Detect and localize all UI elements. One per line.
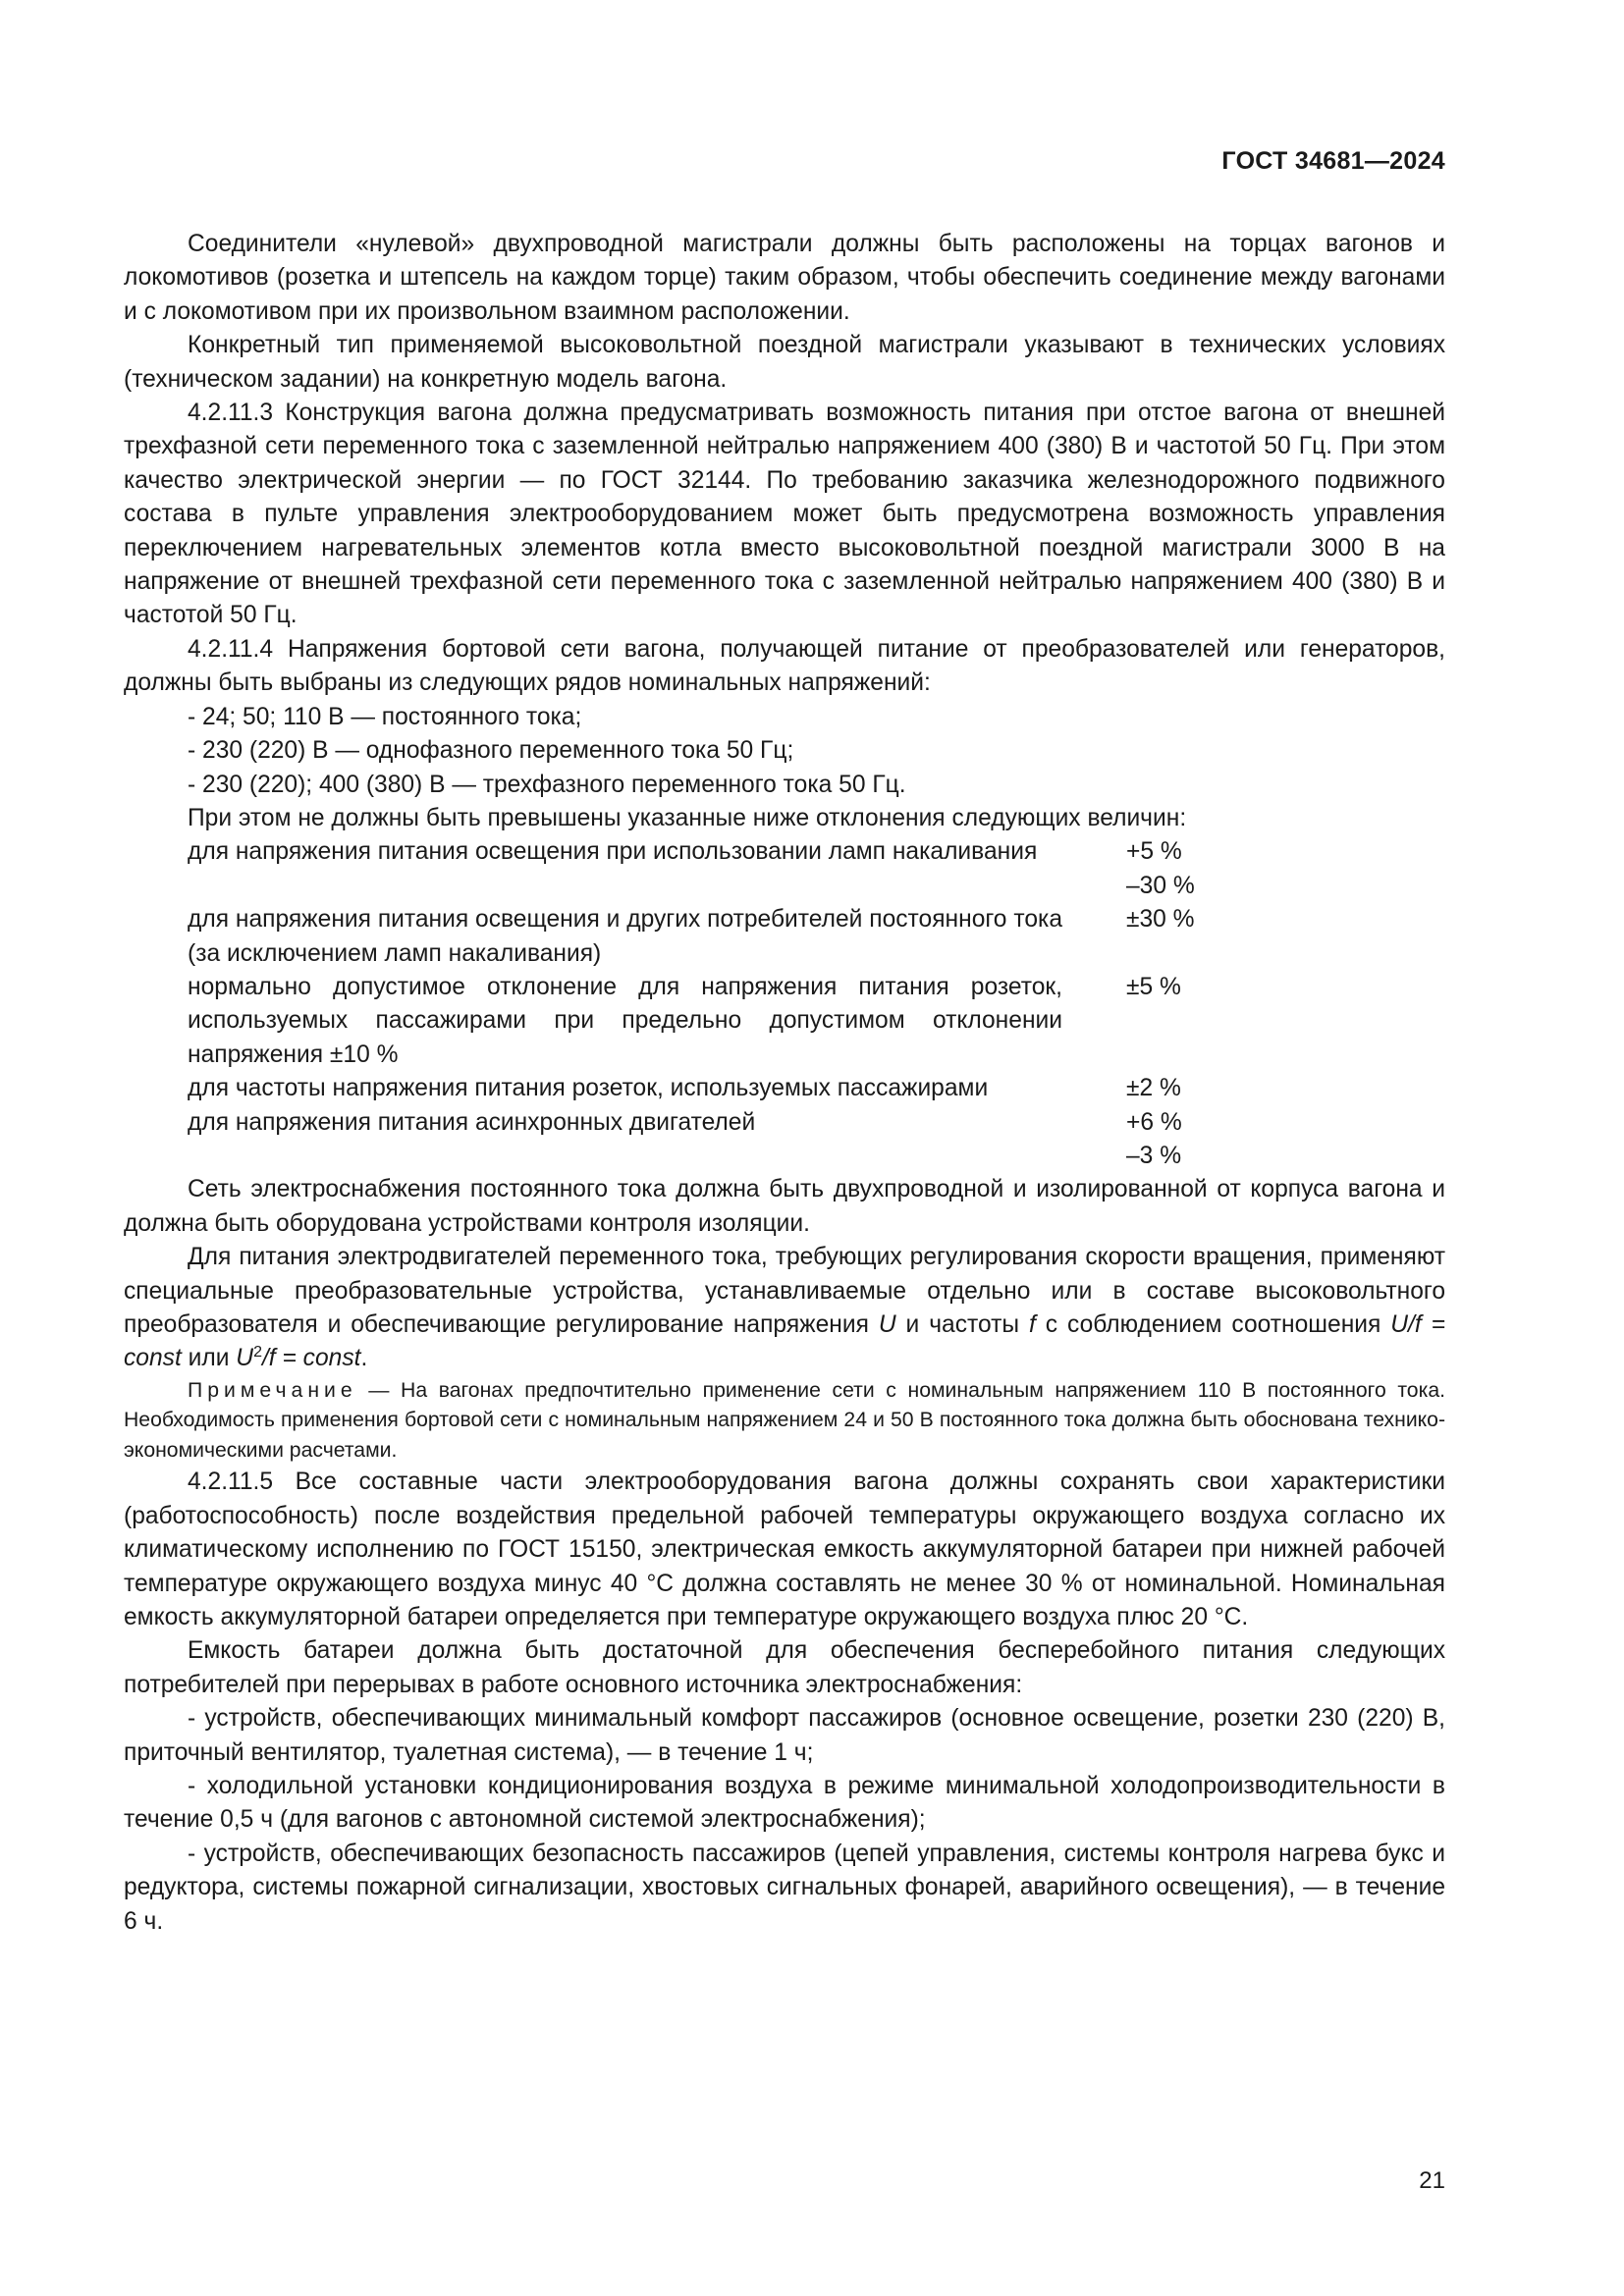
deviation-label: для частоты напряжения питания розеток, используемых пассажирами [188, 1075, 989, 1102]
motor-text: или [181, 1345, 237, 1372]
page-number: 21 [1419, 2167, 1445, 2194]
deviation-value [1126, 1106, 1244, 1174]
ratio-formula-2-base: U [236, 1345, 254, 1372]
document-page [124, 0, 1445, 2296]
paragraph-motor-control [124, 1241, 1445, 1376]
deviation-value-upper: ±5 % [1126, 973, 1181, 1000]
deviation-row [188, 1072, 1445, 1105]
deviation-label: нормально допустимое отклонение для напряжения питания розеток, используемых пассажирами при предельно допустимом отклонении напряжения ±10 % [188, 973, 1062, 1068]
motor-text: . [360, 1345, 368, 1372]
note [124, 1376, 1445, 1467]
ratio-formula-2-rest: /f = const [261, 1345, 361, 1372]
deviation-row [188, 1106, 1445, 1174]
deviation-value [1126, 835, 1244, 903]
variable-u: U [878, 1311, 896, 1338]
deviation-value-lower: –30 % [1126, 872, 1195, 899]
voltage-list-item: - 230 (220) В — однофазного переменного тока 50 Гц; [188, 737, 794, 765]
deviation-label: для напряжения питания освещения и других потребителей постоянного тока (за исключением ламп накаливания) [188, 906, 1062, 967]
deviation-label: для напряжения питания освещения при использовании ламп накаливания [188, 838, 1038, 866]
paragraph-clause-4-2-11-5: 4.2.11.5 Все составные части электрооборудования вагона должны сохранять свои характеристики (работоспособность) после воздействия предельной рабочей температуры окружающего воздуха согласно их климатическому исполнению по ГОСТ 15150, электрическая емкость аккумуляторной батареи при нижней рабочей температуре окружающего воздуха минус 40 °С должна составлять не менее 30 % от номинальной. Номинальная емкость аккумуляторной батареи определяется при температуре окружающего воздуха плюс 20 °С. [124, 1468, 1445, 1630]
ratio-formula-1: U/f = const [124, 1311, 1446, 1372]
deviation-value [1126, 1072, 1244, 1105]
deviation-value-upper: ±30 % [1126, 906, 1195, 934]
deviation-label: для напряжения питания асинхронных двигателей [188, 1108, 756, 1136]
motor-text: Для питания электродвигателей переменного тока, требующих регулирования скорости вращения, применяют специальные преобразовательные устройства, устанавливаемые отдельно или в составе высоковольтного преобразователя и обеспечивающие регулирование напряжения [124, 1244, 1445, 1338]
document-header: ГОСТ 34681—2024 [1221, 147, 1445, 175]
deviation-row [188, 835, 1445, 903]
deviation-value [1126, 903, 1244, 971]
deviation-value [1126, 971, 1244, 1072]
note-text: — На вагонах предпочтительно применение сети с номинальным напряжением 110 В постоянного тока. Необходимость применения бортовой сети с номинальным напряжением 24 и 50 В постоянного тока должна быть обоснована технико-экономическими расчетами. [124, 1378, 1445, 1462]
paragraph-dc-network: Сеть электроснабжения постоянного тока должна быть двухпроводной и изолированной от корпуса вагона и должна быть оборудована устройствами контроля изоляции. [124, 1176, 1445, 1237]
document-body [124, 228, 1445, 1939]
deviation-row [188, 971, 1445, 1072]
paragraph-clause-4-2-11-3: 4.2.11.3 Конструкция вагона должна предусматривать возможность питания при отстое вагона от внешней трехфазной сети переменного тока с заземленной нейтралью напряжением 400 (380) В и частотой 50 Гц. При этом качество электрической энергии — по ГОСТ 32144. По требованию заказчика железнодорожного подвижного состава в пульте управления электрооборудованием может быть предусмотрена возможность управления переключением нагревательных элементов котла вместо высоковольтной поездной магистрали 3000 В на напряжение от внешней трехфазной сети переменного тока с заземленной нейтралью напряжением 400 (380) В и частотой 50 Гц. [124, 400, 1445, 629]
battery-list-item: - устройств, обеспечивающих минимальный комфорт пассажиров (основное освещение, розетки 230 (220) В, приточный вентилятор, туалетная система), — в течение 1 ч; [124, 1705, 1445, 1766]
variable-f: f [1029, 1311, 1036, 1338]
motor-text: с соблюдением соотношения [1035, 1311, 1391, 1338]
paragraph-connectors: Соединители «нулевой» двухпроводной магистрали должны быть расположены на торцах вагонов и локомотивов (розетка и штепсель на каждом торце) таким образом, чтобы обеспечить соединение между вагонами и с локомотивом при их произвольном взаимном расположении. [124, 231, 1445, 325]
battery-list-item: - холодильной установки кондиционирования воздуха в режиме минимальной холодопроизводительности в течение 0,5 ч (для вагонов с автономной системой электроснабжения); [124, 1772, 1445, 1834]
deviation-value-lower: –3 % [1126, 1142, 1182, 1169]
voltage-list-item: - 24; 50; 110 В — постоянного тока; [188, 703, 582, 730]
ratio-formula-2-exponent: 2 [253, 1344, 262, 1362]
deviation-value-upper: +5 % [1126, 838, 1182, 866]
note-label: Примечание [188, 1378, 357, 1402]
voltage-list-item: - 230 (220); 400 (380) В — трехфазного переменного тока 50 Гц. [188, 771, 906, 798]
deviation-value-upper: +6 % [1126, 1108, 1182, 1136]
paragraph-trunk-type: Конкретный тип применяемой высоковольтной поездной магистрали указывают в технических условиях (техническом задании) на конкретную модель вагона. [124, 332, 1445, 393]
deviation-row [188, 903, 1445, 971]
paragraph-clause-4-2-11-4: 4.2.11.4 Напряжения бортовой сети вагона, получающей питание от преобразователей или генераторов, должны быть выбраны из следующих рядов номинальных напряжений: [124, 635, 1445, 697]
paragraph-battery-capacity: Емкость батареи должна быть достаточной для обеспечения бесперебойного питания следующих потребителей при перерывах в работе основного источника электроснабжения: [124, 1637, 1445, 1698]
battery-list-item: - устройств, обеспечивающих безопасность пассажиров (цепей управления, системы контроля нагрева букс и редуктора, системы пожарной сигнализации, хвостовых сигнальных фонарей, аварийного освещения), — в течение 6 ч. [124, 1840, 1445, 1935]
deviations-intro: При этом не должны быть превышены указанные ниже отклонения следующих величин: [188, 804, 1187, 831]
motor-text: и частоты [895, 1311, 1030, 1338]
deviation-value-upper: ±2 % [1126, 1075, 1181, 1102]
